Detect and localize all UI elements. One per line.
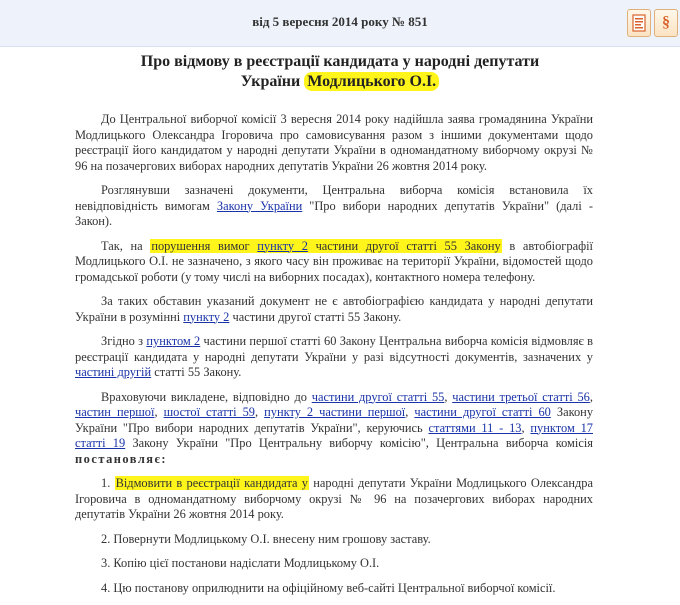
link-parts-first[interactable]: частин першої: [75, 405, 155, 419]
section-sign-icon: §: [662, 14, 670, 31]
link-articles-11-13[interactable]: статтями 11 - 13: [428, 420, 522, 435]
resolution-item-4: 4. Цю постанову оприлюднити на офіційному веб-сайті Центральної виборчої комісії.: [101, 580, 556, 595]
text: в автобіографії Модлицького О.І. не зазначено, з якого часу він проживає на території України, відомостей щодо громадської роботи (у тому числі на виборних посадах), контактного номера телефону.: [75, 238, 594, 284]
text: ,: [521, 420, 531, 435]
document-date-number: від 5 вересня 2014 року № 851: [252, 14, 428, 29]
paragraph-3: [75, 239, 593, 286]
page-title: [60, 52, 620, 92]
text: За таких обставин указаний документ не є автобіографією кандидата у народні депутати України в розумінні: [75, 294, 593, 324]
link-point17-art19[interactable]: пунктом 17 статті 19: [75, 420, 593, 450]
section-button[interactable]: [654, 9, 678, 37]
title-line-1: Про відмову в реєстрації кандидата у народні депутати: [140, 53, 540, 70]
paragraph-4: [75, 294, 593, 325]
link-part2-art60[interactable]: частини другої статті 60: [414, 405, 551, 419]
link-point-2-b[interactable]: пункту 2: [183, 309, 230, 324]
link-sixth-art59[interactable]: шостої статті 59: [163, 405, 255, 419]
text: Закону України "Про вибори народних депутатів України", керуючись: [75, 405, 594, 435]
paragraph-1: До Центральної виборчої комісії 3 вересня 2014 року надійшла заява громадянина України Модлицького Олександра Ігоровича про самовисування разом з іншими документами щодо реєстрації його кандидатом у народні депутати України в одномандатному виборчому окрузі № 96 на позачергових виборах народних депутатів України 26 жовтня 2014 року.: [75, 112, 593, 173]
resolution-item-2: 2. Повернути Модлицькому О.І. внесену ним грошову заставу.: [101, 531, 431, 546]
text: ,: [589, 389, 593, 404]
top-toolbar: [0, 0, 680, 47]
link-point-2-c[interactable]: пунктом 2: [146, 334, 201, 348]
link-part2-art55[interactable]: частини другої статті 55: [311, 389, 445, 404]
title-line-2-prefix: України: [240, 73, 301, 90]
text: ,: [444, 389, 453, 404]
resolution-item-3: 3. Копію цієї постанови надіслати Модлицькому О.І.: [101, 556, 380, 570]
text: ,: [154, 405, 164, 419]
text: статті 55 Закону.: [151, 365, 242, 379]
document-info-button[interactable]: [627, 9, 651, 37]
text: Згідно з: [101, 334, 147, 348]
candidate-name-highlight: Модлицького О.І.: [304, 72, 439, 91]
resolution-item-1: [75, 476, 593, 523]
paragraph-6: [75, 390, 593, 468]
text: 1.: [101, 476, 115, 490]
link-part3-art56[interactable]: частини третьої статті 56: [452, 389, 590, 404]
text: Так, на: [101, 238, 151, 253]
text: ,: [405, 405, 415, 419]
text: Враховуючи викладене, відповідно до: [101, 389, 312, 404]
text: частини другої статті 55 Закону: [307, 238, 501, 253]
document-body: [75, 112, 593, 605]
highlight-violation: [150, 239, 501, 253]
text: Розглянувши зазначені документи, Центральна виборча комісія встановила їх невідповідність вимогам: [75, 183, 593, 213]
resolves-heading: постановляє:: [75, 451, 167, 466]
text: частини другої статті 55 Закону.: [229, 309, 402, 324]
text: ,: [255, 405, 265, 419]
text: народні депутати України Модлицького Олександра Ігоровича в одномандатному виборчому окрузі № 96 на позачергових виборах народних депутатів України 26 жовтня 2014 року.: [75, 476, 593, 521]
link-part-two[interactable]: частині другій: [75, 365, 152, 379]
paragraph-2: [75, 183, 593, 230]
link-point-2[interactable]: пункту 2: [257, 238, 308, 253]
link-point2-part1[interactable]: пункту 2 частини першої: [264, 405, 406, 419]
link-law-of-ukraine[interactable]: Закону України: [216, 198, 303, 213]
document-info-icon: [632, 14, 646, 32]
highlight-refuse-registration: Відмовити в реєстрації кандидата у: [115, 476, 308, 490]
paragraph-5: [75, 334, 593, 381]
text: порушення вимог: [151, 238, 258, 253]
text: "Про вибори народних депутатів України" (далі - Закон).: [75, 198, 593, 228]
text: частини першої статті 60 Закону Центральна виборча комісія відмовляє в реєстрації кандидата у народні депутати України у разі відсутності документів, зазначених у: [75, 334, 594, 364]
text: Закону України "Про Центральну виборчу комісію", Центральна виборча комісія: [125, 436, 593, 450]
